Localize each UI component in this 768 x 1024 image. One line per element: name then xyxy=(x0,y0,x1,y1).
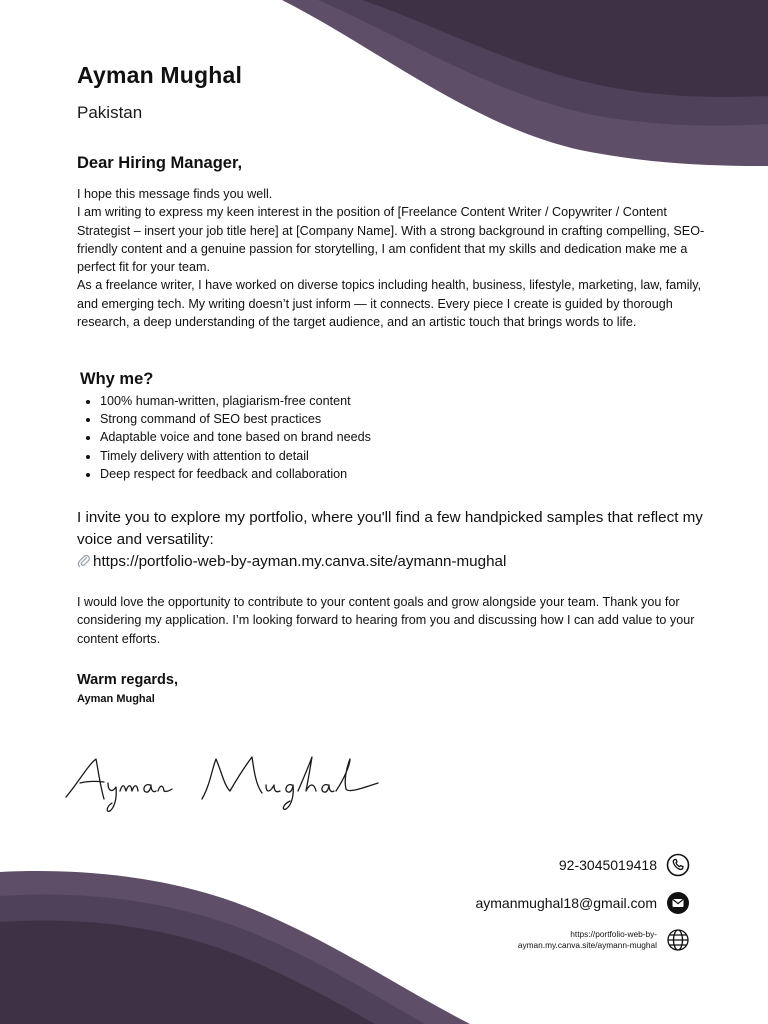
intro-paragraph: I am writing to express my keen interest in the position of [Freelance Content Writer / Copywriter / Content Strategist – insert your job title here] at [Company Name]. With a strong background in crafting compelling, SEO-friendly content and a genuine passion for storytelling, I am confident that my skills and dedication make me a perfect fit for your team. xyxy=(77,205,705,275)
sign-off-name: Ayman Mughal xyxy=(77,693,155,705)
portfolio-link[interactable]: https://portfolio-web-by-ayman.my.canva.site/aymann-mughal xyxy=(93,553,507,570)
intro-paragraph: I hope this message finds you well. xyxy=(77,187,273,201)
website-url[interactable]: https://portfolio-web-by-ayman.my.canva.site/aymann-mughal xyxy=(517,928,657,950)
paperclip-icon xyxy=(77,554,91,568)
handwritten-signature xyxy=(60,745,390,815)
email-address[interactable]: aymanmughal18@gmail.com xyxy=(475,895,657,911)
list-item: • Timely delivery with attention to detail xyxy=(100,447,700,465)
list-item: • 100% human-written, plagiarism-free content xyxy=(100,392,700,410)
list-item: • Deep respect for feedback and collaboration xyxy=(100,465,700,483)
letter-intro xyxy=(77,185,717,331)
list-item: • Adaptable voice and tone based on brand needs xyxy=(100,428,700,446)
sender-country: Pakistan xyxy=(77,103,143,122)
sign-off: Warm regards, xyxy=(77,672,178,688)
portfolio-link-line xyxy=(77,551,727,573)
letter-closing: I would love the opportunity to contribute to your content goals and grow alongside your team. Thank you for considering my application. I’m looking forward to hearing from you and discussing how I can add value to your content efforts. xyxy=(77,595,695,646)
portfolio-section xyxy=(77,507,727,573)
letter-greeting: Dear Hiring Manager, xyxy=(77,154,243,172)
portfolio-text: I invite you to explore my portfolio, where you'll find a few handpicked samples that reflect my voice and versatility: xyxy=(77,509,703,548)
list-item: • Strong command of SEO best practices xyxy=(100,410,700,428)
why-me-list xyxy=(77,392,700,483)
intro-paragraph: As a freelance writer, I have worked on diverse topics including health, business, lifestyle, marketing, law, family, and emerging tech. My writing doesn’t just inform — it connects. Every piece I create is guided by thorough research, a deep understanding of the target audience, and an artistic touch that brings words to life. xyxy=(77,278,702,330)
bottom-wave-decoration xyxy=(0,860,768,1024)
phone-number[interactable]: 92-3045019418 xyxy=(558,857,657,873)
sender-name: Ayman Mughal xyxy=(77,62,243,88)
why-me-heading: Why me? xyxy=(80,370,154,388)
